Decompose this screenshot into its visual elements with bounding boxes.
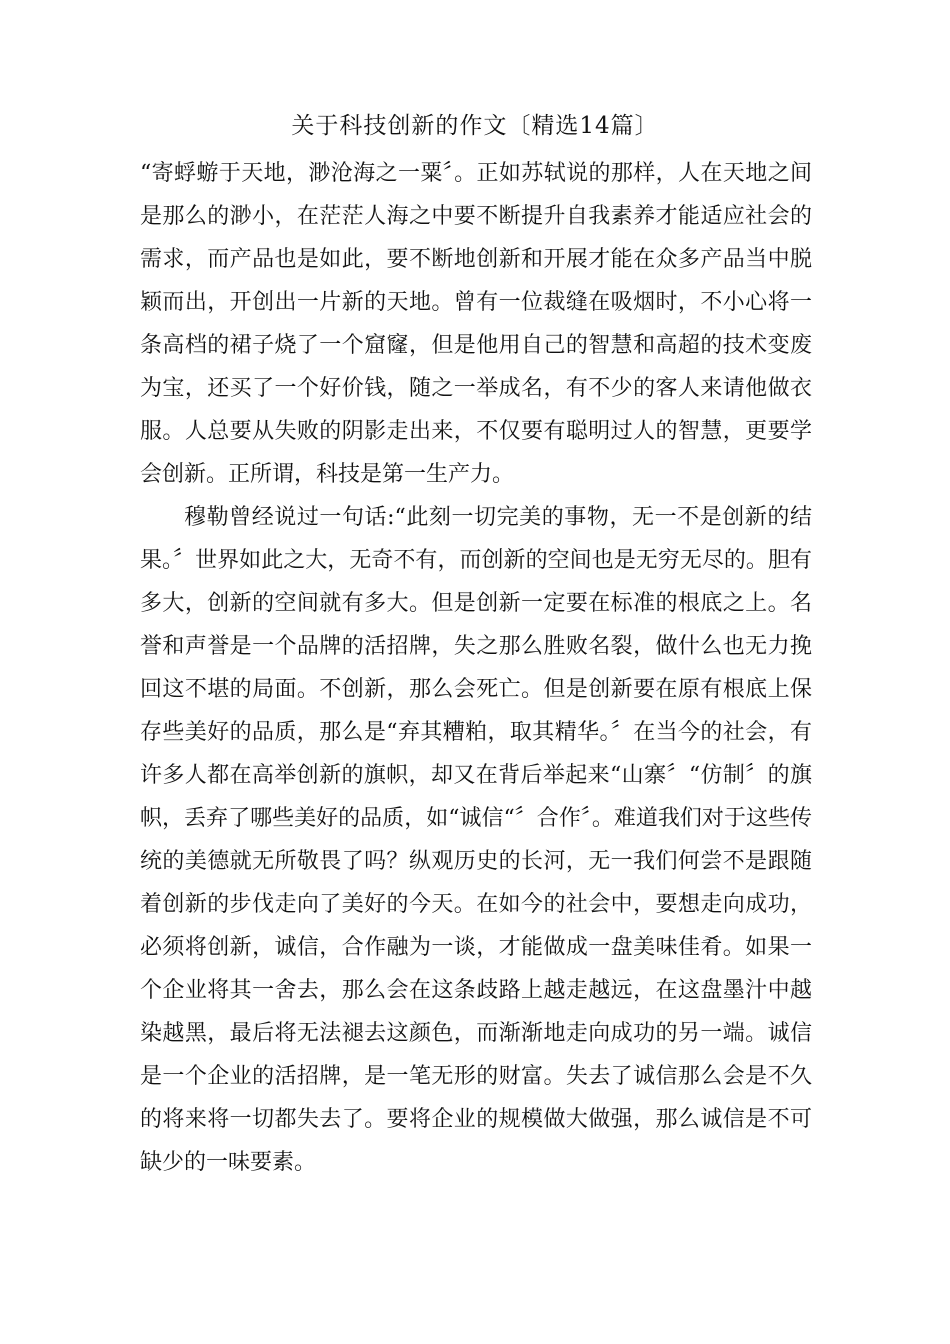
paragraph-2: 穆勒曾经说过一句话:“此刻一切完美的事物，无一不是创新的结果。〞世界如此之大，无奇不有，而创新的空间也是无穷无尽的。胆有多大，创新的空间就有多大。但是创新一定要在标准的根底之上。名誉和声誉是一个品牌的活招牌，失之那么胜败名裂，做什么也无力挽回这不堪的局面。不创新，那么会死亡。但是创新要在原有根底上保存些美好的品质，那么是“弃其糟粕，取其精华。〞在当今的社会，有许多人都在高举创新的旗帜，却又在背后举起来“山寨〞“仿制〞的旗帜，丢弃了哪些美好的品质，如“诚信“〞合作〞。难道我们对于这些传统的美德就无所敬畏了吗？纵观历史的长河，无一我们何尝不是跟随着创新的步伐走向了美好的今天。在如今的社会中，要想走向成功，必须将创新，诚信，合作融为一谈，才能做成一盘美味佳肴。如果一个企业将其一舍去，那么会在这条歧路上越走越远，在这盘墨汁中越染越黑，最后将无法褪去这颜色，而渐渐地走向成功的另一端。诚信是一个企业的活招牌，是一笔无形的财富。失去了诚信那么会是不久的将来将一切都失去了。要将企业的规模做大做强，那么诚信是不可缺少的一味要素。 [140, 505, 812, 1175]
paragraph-1: “寄蜉蝣于天地，渺沧海之一粟〞。正如苏轼说的那样，人在天地之间是那么的渺小，在茫茫人海之中要不断提升自我素养才能适应社会的需求，而产品也是如此，要不断地创新和开展才能在众多产品当中脱颖而出，开创出一片新的天地。曾有一位裁缝在吸烟时，不小心将一条高档的裙子烧了一个窟窿，但是他用自己的智慧和高超的技术变废为宝，还买了一个好价钱，随之一举成名，有不少的客人来请他做衣服。人总要从失败的阴影走出来，不仅要有聪明过人的智慧，更要学会创新。正所谓，科技是第一生产力。 [140, 161, 812, 487]
document-title: 关于科技创新的作文〔精选14篇〕 [291, 113, 659, 139]
document-body [140, 152, 812, 1184]
